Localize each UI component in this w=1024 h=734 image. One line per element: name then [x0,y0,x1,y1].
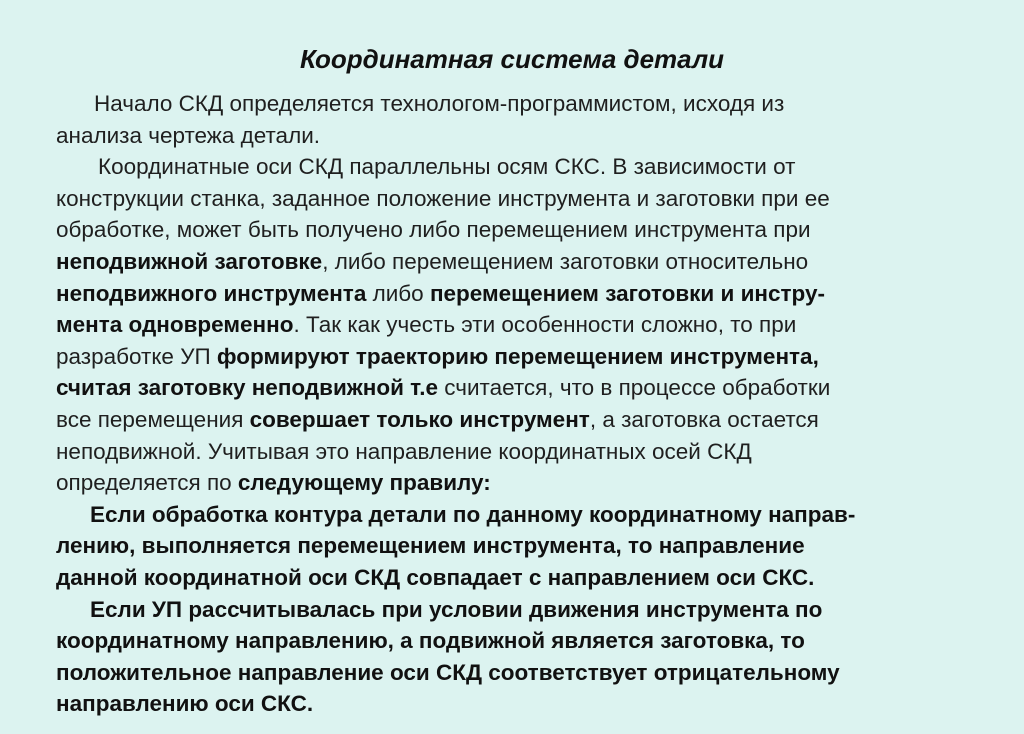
bold-phrase: считая заготовку неподвижной т.е [56,375,438,401]
paragraph-2-line-4 [56,246,976,278]
paragraph-2-line-7 [56,341,976,373]
bold-phrase: неподвижной заготовке [56,248,323,274]
bold-phrase: мента одновременно [56,312,294,338]
rule-2-line-3: положительное направление оси СКД соответствует отрицательному [56,659,840,685]
bold-phrase: формируют траекторию перемещением инструмента, [216,343,819,369]
paragraph-2-line-11 [56,467,976,499]
paragraph-2-line-3: обработке, может быть получено либо перемещением инструмента при [56,217,811,243]
slide-title: Координатная система детали [299,44,724,74]
bold-phrase: перемещением заготовки и инстру- [429,280,825,306]
text-run: все перемещения [56,406,250,432]
text-run: определяется по [56,470,238,496]
paragraph-2-line-8 [56,372,976,404]
paragraph-1-line-2: анализа чертежа детали. [56,122,321,148]
paragraph-1-line-1: Начало СКД определяется технологом-программистом, исходя из [94,91,785,116]
paragraph-2-line-10: неподвижной. Учитывая это направление координатных осей СКД [56,438,752,464]
text-run: , а заготовка остается [589,406,819,432]
text-run: либо [366,280,430,306]
paragraph-2-line-6 [56,309,976,341]
rule-1-line-1: Если обработка контура детали по данному координатному направ- [90,501,856,527]
rule-2-line-4: направлению оси СКС. [56,691,314,717]
bold-phrase: совершает только инструмент [249,406,590,432]
text-run: разработке УП [56,343,217,369]
slide-body [56,88,976,720]
paragraph-2-line-2: конструкции станка, заданное положение инструмента и заготовки при ее [56,185,830,211]
bold-phrase: следующему правилу: [237,470,491,496]
bold-phrase: неподвижного инструмента [56,280,367,306]
text-run: считается, что в процессе обработки [437,375,831,401]
text-run: , либо перемещением заготовки относительно [322,248,809,274]
rule-1-line-3: данной координатной оси СКД совпадает с направлением оси СКС. [56,564,815,590]
paragraph-2-line-1: Координатные оси СКД параллельны осям СКС. В зависимости от [98,154,796,180]
paragraph-2-line-5 [56,278,976,310]
text-run: . Так как учесть эти особенности сложно, то при [293,312,797,338]
rule-2-line-2: координатному направлению, а подвижной является заготовка, то [56,628,805,654]
paragraph-2-line-9 [56,404,976,436]
rule-1-line-2: лению, выполняется перемещением инструмента, то направление [56,533,805,559]
rule-2-line-1: Если УП рассчитывалась при условии движения инструмента по [90,596,823,622]
